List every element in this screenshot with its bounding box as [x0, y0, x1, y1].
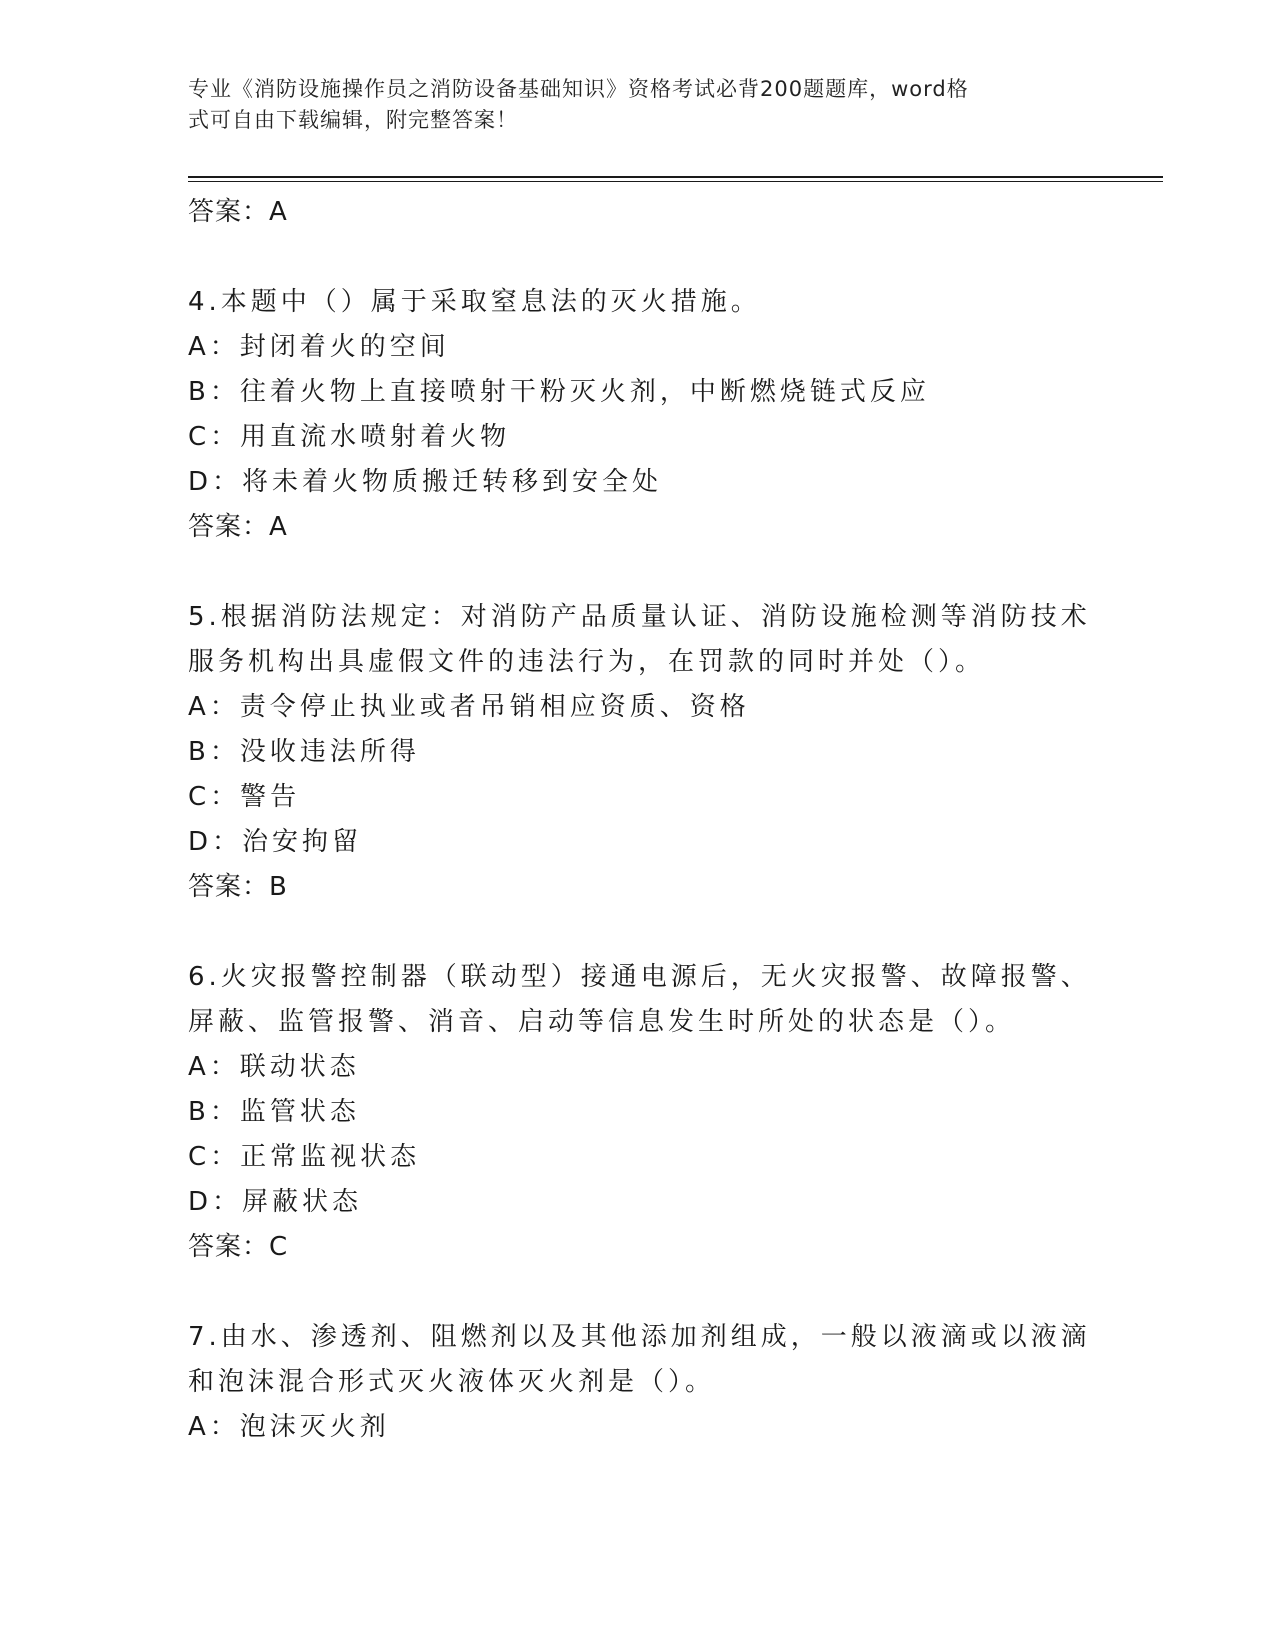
spacer [188, 550, 1088, 595]
question-list [188, 190, 1091, 1450]
question-block [188, 955, 1091, 1270]
question-stem: 5.根据消防法规定：对消防产品质量认证、消防设施检测等消防技术 [188, 602, 1091, 632]
question-block [188, 595, 1091, 910]
header-line-2: 式可自由下载编辑，附完整答案！ [188, 108, 518, 132]
option-b: B：监管状态 [188, 1097, 360, 1127]
spacer [188, 910, 1088, 955]
option-d: D：治安拘留 [188, 827, 363, 857]
answer-line: 答案：A [188, 512, 288, 542]
option-c: C：用直流水喷射着火物 [188, 422, 511, 452]
option-a: A：泡沫灭火剂 [188, 1412, 390, 1442]
question-block [188, 1315, 1091, 1450]
answer-line: 答案：B [188, 872, 288, 902]
question-stem: 4.本题中（）属于采取窒息法的灭火措施。 [188, 287, 761, 317]
question-stem: 6.火灾报警控制器（联动型）接通电源后，无火灾报警、故障报警、 [188, 962, 1091, 992]
option-d: D：屏蔽状态 [188, 1187, 363, 1217]
option-b: B：往着火物上直接喷射干粉灭火剂，中断燃烧链式反应 [188, 377, 930, 407]
option-a: A：责令停止执业或者吊销相应资质、资格 [188, 692, 750, 722]
header-divider [188, 176, 1163, 182]
answer-line: 答案：A [188, 197, 288, 227]
option-c: C：正常监视状态 [188, 1142, 421, 1172]
question-stem-continued: 服务机构出具虚假文件的违法行为，在罚款的同时并处（）。 [188, 647, 986, 677]
option-d: D：将未着火物质搬迁转移到安全处 [188, 467, 663, 497]
spacer [188, 1270, 1088, 1315]
question-stem-continued: 和泡沫混合形式灭火液体灭火剂是（）。 [188, 1367, 716, 1397]
document-header [188, 74, 1068, 136]
question-stem: 7.由水、渗透剂、阻燃剂以及其他添加剂组成，一般以液滴或以液滴 [188, 1322, 1091, 1352]
answer-line: 答案：C [188, 1232, 289, 1262]
spacer [188, 235, 1088, 280]
question-block [188, 280, 1088, 550]
option-c: C：警告 [188, 782, 301, 812]
option-b: B：没收违法所得 [188, 737, 420, 767]
question-stem-continued: 屏蔽、监管报警、消音、启动等信息发生时所处的状态是（）。 [188, 1007, 1016, 1037]
option-a: A：联动状态 [188, 1052, 360, 1082]
option-a: A：封闭着火的空间 [188, 332, 450, 362]
header-line-1: 专业《消防设施操作员之消防设备基础知识》资格考试必背200题题库，word格 [188, 77, 969, 101]
